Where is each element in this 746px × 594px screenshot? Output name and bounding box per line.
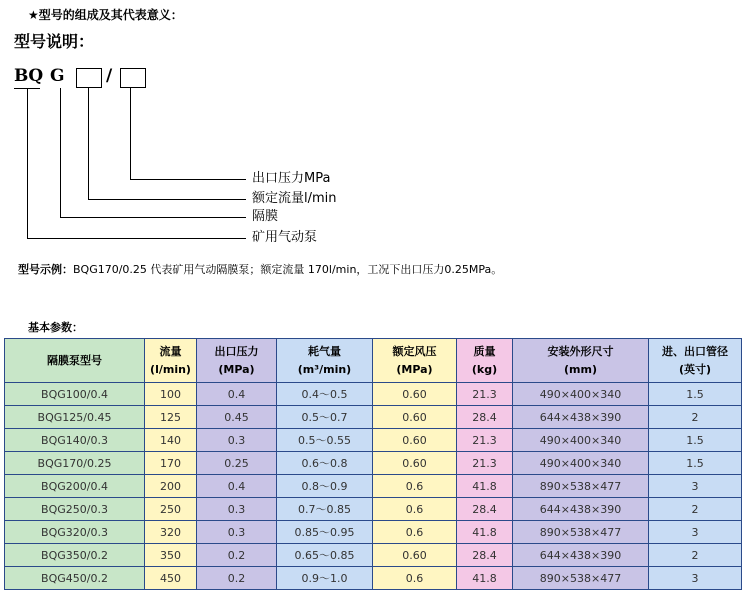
cell-flow: 450 <box>145 567 197 590</box>
cell-flow: 100 <box>145 383 197 406</box>
cell-mass: 28.4 <box>457 406 513 429</box>
legend-diaphragm: 隔膜 <box>252 209 279 224</box>
legend-mining-pneumatic-pump: 矿用气动泵 <box>252 230 318 245</box>
leader-pressure-h <box>130 179 246 180</box>
cell-air-consumption: 0.7～0.85 <box>277 498 373 521</box>
cell-flow: 125 <box>145 406 197 429</box>
section-heading: ★型号的组成及其代表意义： <box>28 8 183 22</box>
cell-flow: 200 <box>145 475 197 498</box>
cell-port-diameter: 2 <box>649 406 742 429</box>
cell-port-diameter: 3 <box>649 567 742 590</box>
cell-rated-air-pressure: 0.6 <box>373 521 457 544</box>
leader-bq-v <box>27 89 28 238</box>
table-row <box>5 383 742 406</box>
cell-port-diameter: 3 <box>649 521 742 544</box>
cell-model: BQG320/0.3 <box>5 521 145 544</box>
cell-rated-air-pressure: 0.60 <box>373 544 457 567</box>
cell-outlet-pressure: 0.2 <box>197 544 277 567</box>
cell-rated-air-pressure: 0.6 <box>373 475 457 498</box>
cell-dimensions: 644×438×390 <box>513 544 649 567</box>
cell-air-consumption: 0.65～0.85 <box>277 544 373 567</box>
basic-params-title: 基本参数： <box>28 321 83 334</box>
cell-mass: 41.8 <box>457 567 513 590</box>
cell-rated-air-pressure: 0.60 <box>373 383 457 406</box>
table-row <box>5 498 742 521</box>
legend-rated-flow: 额定流量l/min <box>252 191 337 206</box>
leader-pressure-v <box>130 88 131 179</box>
cell-air-consumption: 0.6～0.8 <box>277 452 373 475</box>
cell-model: BQG250/0.3 <box>5 498 145 521</box>
code-slash: / <box>106 66 113 86</box>
legend-outlet-pressure: 出口压力MPa <box>252 171 331 186</box>
table-row <box>5 521 742 544</box>
header-outlet-pressure: 出口压力 (MPa) <box>197 339 277 383</box>
cell-port-diameter: 3 <box>649 475 742 498</box>
table-row <box>5 567 742 590</box>
cell-flow: 170 <box>145 452 197 475</box>
code-box-flow <box>76 68 102 88</box>
header-air-consumption: 耗气量 (m³/min) <box>277 339 373 383</box>
cell-outlet-pressure: 0.2 <box>197 567 277 590</box>
cell-rated-air-pressure: 0.6 <box>373 498 457 521</box>
header-flow: 流量 (l/min) <box>145 339 197 383</box>
cell-port-diameter: 1.5 <box>649 429 742 452</box>
cell-rated-air-pressure: 0.60 <box>373 406 457 429</box>
cell-mass: 28.4 <box>457 498 513 521</box>
cell-outlet-pressure: 0.3 <box>197 521 277 544</box>
table-row <box>5 452 742 475</box>
cell-outlet-pressure: 0.4 <box>197 475 277 498</box>
header-model: 隔膜泵型号 <box>5 339 145 383</box>
leader-g-v <box>60 88 61 217</box>
spec-table <box>4 338 742 590</box>
cell-rated-air-pressure: 0.60 <box>373 429 457 452</box>
cell-mass: 28.4 <box>457 544 513 567</box>
cell-dimensions: 890×538×477 <box>513 475 649 498</box>
model-explanation-title: 型号说明： <box>14 32 95 51</box>
cell-rated-air-pressure: 0.6 <box>373 567 457 590</box>
cell-outlet-pressure: 0.45 <box>197 406 277 429</box>
cell-dimensions: 490×400×340 <box>513 452 649 475</box>
cell-model: BQG450/0.2 <box>5 567 145 590</box>
cell-dimensions: 490×400×340 <box>513 429 649 452</box>
code-part-g: G <box>50 66 65 86</box>
cell-dimensions: 490×400×340 <box>513 383 649 406</box>
cell-air-consumption: 0.5～0.55 <box>277 429 373 452</box>
cell-outlet-pressure: 0.3 <box>197 498 277 521</box>
cell-port-diameter: 1.5 <box>649 452 742 475</box>
cell-flow: 140 <box>145 429 197 452</box>
cell-outlet-pressure: 0.25 <box>197 452 277 475</box>
leader-flow-v <box>88 88 89 199</box>
cell-air-consumption: 0.8～0.9 <box>277 475 373 498</box>
header-rated-air-pressure: 额定风压 (MPa) <box>373 339 457 383</box>
cell-mass: 41.8 <box>457 475 513 498</box>
cell-flow: 320 <box>145 521 197 544</box>
cell-mass: 41.8 <box>457 521 513 544</box>
header-mass: 质量 (kg) <box>457 339 513 383</box>
leader-bq-h <box>27 238 246 239</box>
cell-outlet-pressure: 0.3 <box>197 429 277 452</box>
table-row <box>5 429 742 452</box>
cell-air-consumption: 0.5～0.7 <box>277 406 373 429</box>
cell-air-consumption: 0.4～0.5 <box>277 383 373 406</box>
cell-mass: 21.3 <box>457 383 513 406</box>
model-example <box>18 261 502 277</box>
cell-flow: 250 <box>145 498 197 521</box>
cell-port-diameter: 1.5 <box>649 383 742 406</box>
leader-flow-h <box>88 199 246 200</box>
leader-g-h <box>60 217 246 218</box>
cell-model: BQG170/0.25 <box>5 452 145 475</box>
cell-port-diameter: 2 <box>649 498 742 521</box>
cell-model: BQG140/0.3 <box>5 429 145 452</box>
cell-rated-air-pressure: 0.60 <box>373 452 457 475</box>
cell-model: BQG200/0.4 <box>5 475 145 498</box>
cell-air-consumption: 0.85～0.95 <box>277 521 373 544</box>
cell-flow: 350 <box>145 544 197 567</box>
example-label: 型号示例： <box>18 263 73 276</box>
code-part-bq: BQ <box>14 66 44 86</box>
cell-port-diameter: 2 <box>649 544 742 567</box>
cell-dimensions: 890×538×477 <box>513 567 649 590</box>
cell-air-consumption: 0.9～1.0 <box>277 567 373 590</box>
cell-model: BQG125/0.45 <box>5 406 145 429</box>
header-port-diameter: 进、出口管径 (英寸) <box>649 339 742 383</box>
cell-mass: 21.3 <box>457 429 513 452</box>
cell-dimensions: 644×438×390 <box>513 498 649 521</box>
example-text: BQG170/0.25 代表矿用气动隔膜泵；额定流量 170l/min，工况下出口压力0.25MPa。 <box>73 263 503 276</box>
cell-outlet-pressure: 0.4 <box>197 383 277 406</box>
code-box-pressure <box>120 68 146 88</box>
header-dimensions: 安装外形尺寸 (mm) <box>513 339 649 383</box>
cell-model: BQG350/0.2 <box>5 544 145 567</box>
cell-dimensions: 644×438×390 <box>513 406 649 429</box>
cell-dimensions: 890×538×477 <box>513 521 649 544</box>
table-row <box>5 475 742 498</box>
table-header-row <box>5 339 742 383</box>
table-row <box>5 544 742 567</box>
table-row <box>5 406 742 429</box>
cell-model: BQG100/0.4 <box>5 383 145 406</box>
cell-mass: 21.3 <box>457 452 513 475</box>
